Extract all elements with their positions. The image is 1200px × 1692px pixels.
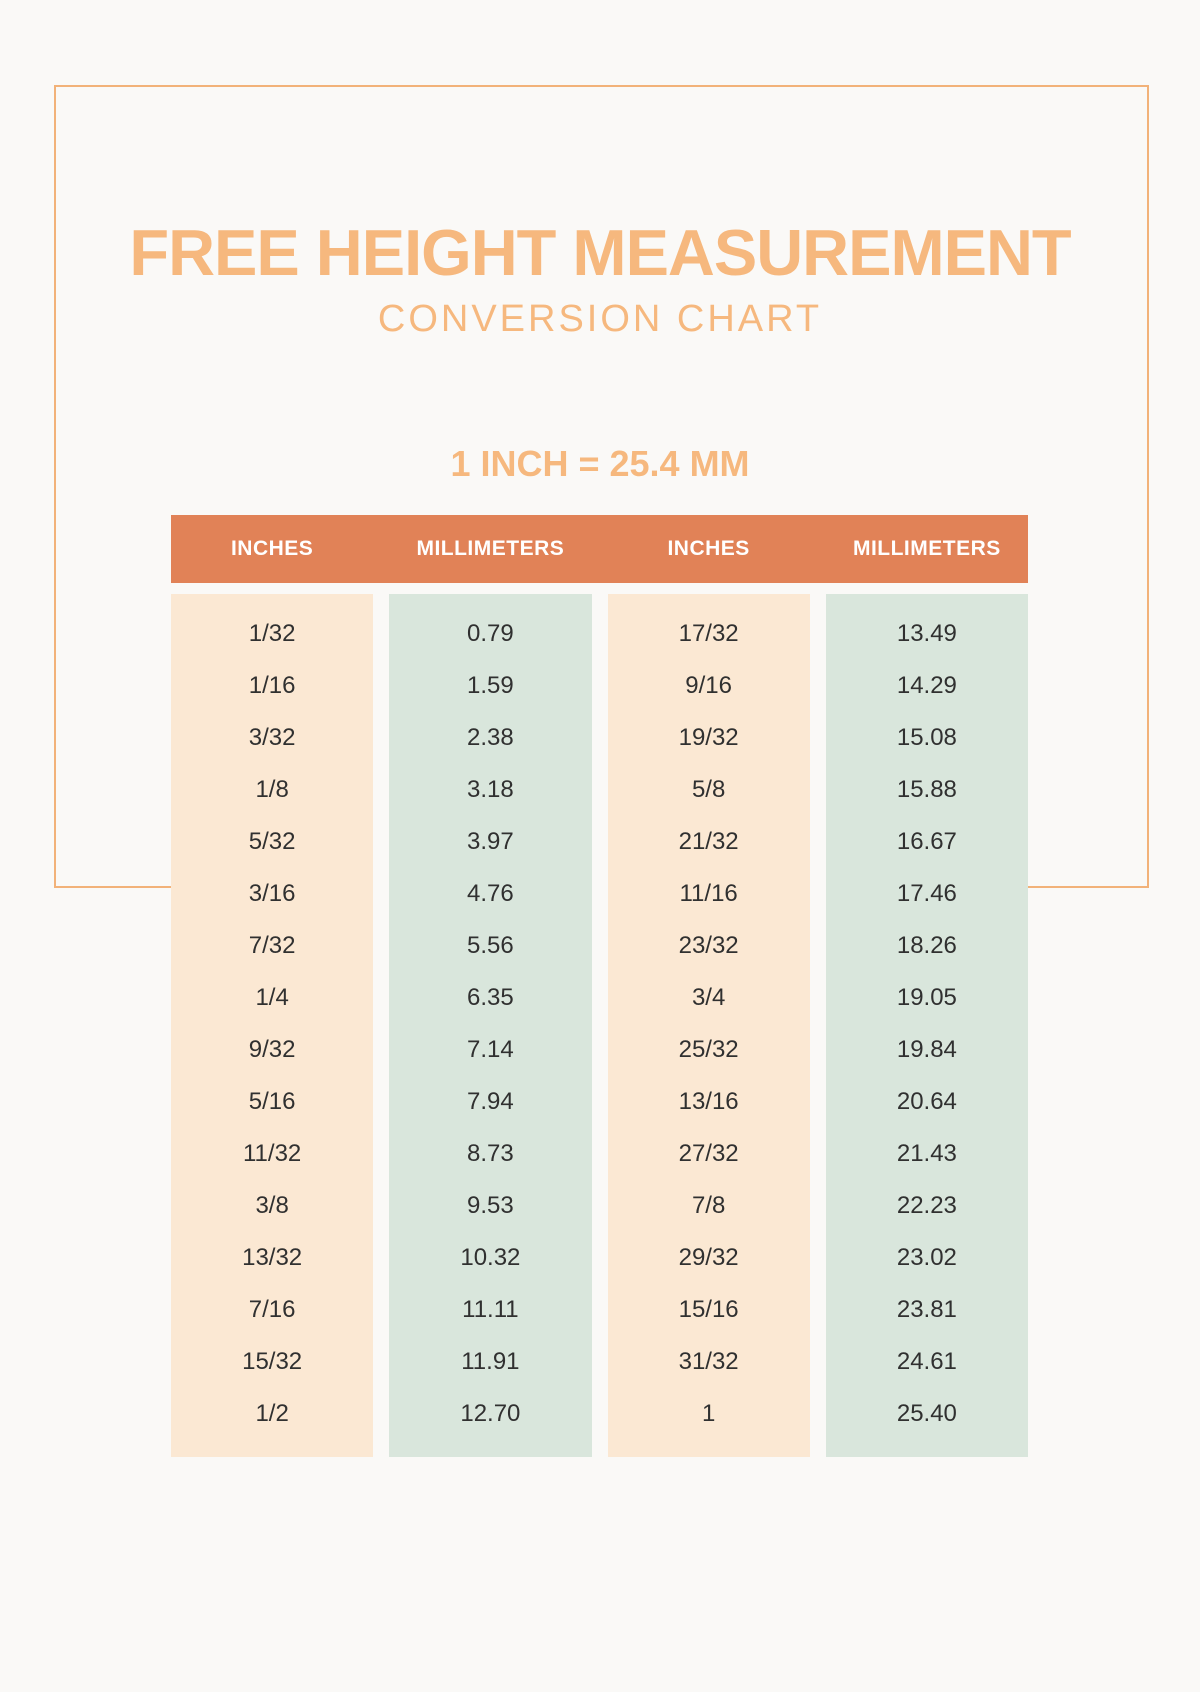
column-millimeters-1 bbox=[389, 594, 591, 1457]
table-cell: 15.08 bbox=[896, 724, 957, 751]
table-cell: 9/32 bbox=[248, 1036, 296, 1063]
table-cell: 3.97 bbox=[467, 828, 514, 855]
table-cell: 15.88 bbox=[896, 776, 957, 803]
table-cell: 1.59 bbox=[467, 672, 514, 699]
table-cell: 7.94 bbox=[467, 1088, 514, 1115]
table-cell: 25.40 bbox=[896, 1400, 957, 1427]
table-cell: 25/32 bbox=[678, 1036, 739, 1063]
table-cell: 15/32 bbox=[242, 1348, 303, 1375]
table-cell: 29/32 bbox=[678, 1244, 739, 1271]
column-header-inches-1: INCHES bbox=[230, 537, 314, 560]
table-cell: 15/16 bbox=[678, 1296, 739, 1323]
table-cell: 1/32 bbox=[248, 620, 296, 647]
table-cell: 19/32 bbox=[678, 724, 739, 751]
conversion-equation: 1 INCH = 25.4 MM bbox=[450, 443, 750, 484]
table-cell: 7.14 bbox=[467, 1036, 514, 1063]
table-cell: 11.91 bbox=[461, 1348, 520, 1375]
column-header-millimeters-2: MILLIMETERS bbox=[852, 537, 1001, 560]
table-cell: 1/4 bbox=[255, 984, 289, 1011]
table-cell: 12.70 bbox=[460, 1400, 521, 1427]
table-cell: 20.64 bbox=[896, 1088, 957, 1115]
table-cell: 24.61 bbox=[896, 1348, 957, 1375]
table-cell: 13/32 bbox=[242, 1244, 303, 1271]
column-inches-1 bbox=[171, 594, 373, 1457]
table-cell: 18.26 bbox=[896, 932, 957, 959]
table-cell: 2.38 bbox=[467, 724, 514, 751]
table-cell: 5/16 bbox=[248, 1088, 296, 1115]
table-cell: 23.81 bbox=[896, 1296, 957, 1323]
table-cell: 11/32 bbox=[242, 1140, 302, 1167]
table-cell: 14.29 bbox=[896, 672, 957, 699]
table-cell: 11.11 bbox=[462, 1296, 519, 1323]
table-cell: 1/2 bbox=[255, 1400, 289, 1427]
table-cell: 5.56 bbox=[467, 932, 514, 959]
table-cell: 3/32 bbox=[248, 724, 296, 751]
table-cell: 5/32 bbox=[248, 828, 296, 855]
table-cell: 27/32 bbox=[678, 1140, 739, 1167]
conversion-table bbox=[171, 515, 1028, 1457]
table-cell: 5/8 bbox=[691, 776, 726, 803]
table-header-row bbox=[171, 515, 1028, 583]
column-millimeters-2 bbox=[826, 594, 1028, 1457]
table-cell: 21.43 bbox=[896, 1140, 957, 1167]
table-cell: 19.05 bbox=[896, 984, 957, 1011]
table-cell: 16.67 bbox=[896, 828, 957, 855]
table-cell: 11/16 bbox=[679, 880, 738, 907]
table-cell: 0.79 bbox=[467, 620, 514, 647]
table-cell: 7/16 bbox=[248, 1296, 296, 1323]
table-cell: 3.18 bbox=[467, 776, 514, 803]
page-subtitle: CONVERSION CHART bbox=[377, 298, 823, 340]
table-cell: 6.35 bbox=[467, 984, 514, 1011]
table-cell: 8.73 bbox=[467, 1140, 514, 1167]
table-cell: 1 bbox=[701, 1400, 716, 1427]
table-cell: 23.02 bbox=[896, 1244, 957, 1271]
table-cell: 3/16 bbox=[248, 880, 296, 907]
column-header-inches-2: INCHES bbox=[667, 537, 750, 560]
column-header-millimeters-1: MILLIMETERS bbox=[416, 537, 565, 560]
table-cell: 23/32 bbox=[678, 932, 739, 959]
table-cell: 10.32 bbox=[460, 1244, 521, 1271]
table-body bbox=[171, 594, 1028, 1457]
page-title: FREE HEIGHT MEASUREMENT bbox=[129, 216, 1071, 289]
table-cell: 13.49 bbox=[896, 620, 957, 647]
table-cell: 1/16 bbox=[248, 672, 296, 699]
table-cell: 17.46 bbox=[896, 880, 957, 907]
table-cell: 17/32 bbox=[678, 620, 739, 647]
table-cell: 22.23 bbox=[896, 1192, 957, 1219]
table-cell: 7/32 bbox=[248, 932, 296, 959]
table-cell: 9/16 bbox=[685, 672, 732, 699]
column-inches-2 bbox=[608, 594, 810, 1457]
table-cell: 19.84 bbox=[896, 1036, 957, 1063]
table-cell: 3/8 bbox=[255, 1192, 289, 1219]
table-cell: 31/32 bbox=[678, 1348, 739, 1375]
table-cell: 13/16 bbox=[678, 1088, 739, 1115]
table-cell: 4.76 bbox=[467, 880, 514, 907]
table-cell: 1/8 bbox=[255, 776, 289, 803]
table-cell: 3/4 bbox=[691, 984, 726, 1011]
table-cell: 7/8 bbox=[691, 1192, 726, 1219]
table-cell: 21/32 bbox=[678, 828, 739, 855]
table-cell: 9.53 bbox=[467, 1192, 514, 1219]
